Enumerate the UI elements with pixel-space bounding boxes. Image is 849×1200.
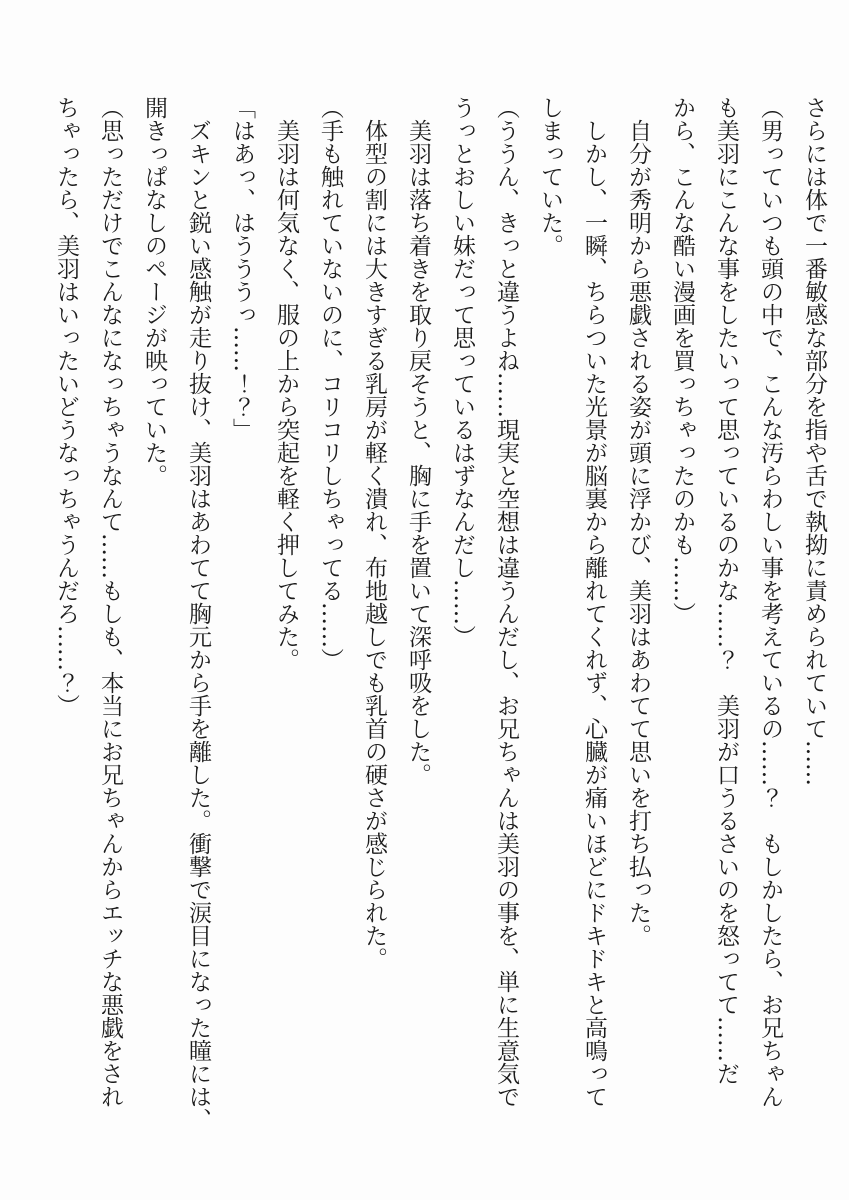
text-line: （ううん、きっと違うよね……現実と空想は違うんだし、お兄ちゃんは美羽の事を、単に生意気で: [493, 96, 519, 1108]
text-line: 開きっぱなしのページが映っていた。: [141, 96, 167, 487]
text-line: 自分が秀明から悪戯される姿が頭に浮かび、美羽はあわてて思いを打ち払った。: [625, 119, 651, 947]
text-line: しまっていた。: [537, 96, 563, 257]
text-line: も美羽にこんな事をしたいって思っているのかな……？ 美羽が口うるさいのを怒ってて……だ: [713, 96, 739, 1085]
text-line: ちゃったら、美羽はいったいどうなっちゃうんだろ……？）: [53, 96, 79, 717]
text-line: 体型の割には大きすぎる乳房が軽く潰れ、布地越しでも乳首の硬さが感じられた。: [361, 119, 387, 970]
text-line: さらには体で一番敏感な部分を指や舌で執拗に責められていて……: [801, 96, 827, 786]
text-line: ズキンと鋭い感触が走り抜け、美羽はあわてて胸元から手を離した。衝撃で涙目になった瞳には、: [185, 119, 211, 1131]
text-line: （思っただけでこんなになっちゃうなんて……もしも、本当にお兄ちゃんからエッチな悪戯をされ: [97, 96, 123, 1108]
text-line: 「はあっ、はうううっ……！？」: [229, 96, 255, 441]
text-line: から、こんな酷い漫画を買っちゃったのかも……）: [669, 96, 695, 625]
text-line: しかし、一瞬、ちらついた光景が脳裏から離れてくれず、心臓が痛いほどにドキドキと高鳴って: [581, 119, 607, 1108]
page-text: [44, 96, 836, 1131]
text-line: （手も触れていないのに、コリコリしちゃってる……）: [317, 96, 343, 671]
text-line: うっとおしい妹だって思っているはずなんだし……）: [449, 96, 475, 648]
text-line: 美羽は落ち着きを取り戻そうと、胸に手を置いて深呼吸をした。: [405, 119, 431, 786]
text-line: 美羽は何気なく、服の上から突起を軽く押してみた。: [273, 119, 299, 671]
text-line: （男っていつも頭の中で、こんな汚らわしい事を考えているの……？ もしかしたら、お兄ちゃん: [757, 96, 783, 1108]
